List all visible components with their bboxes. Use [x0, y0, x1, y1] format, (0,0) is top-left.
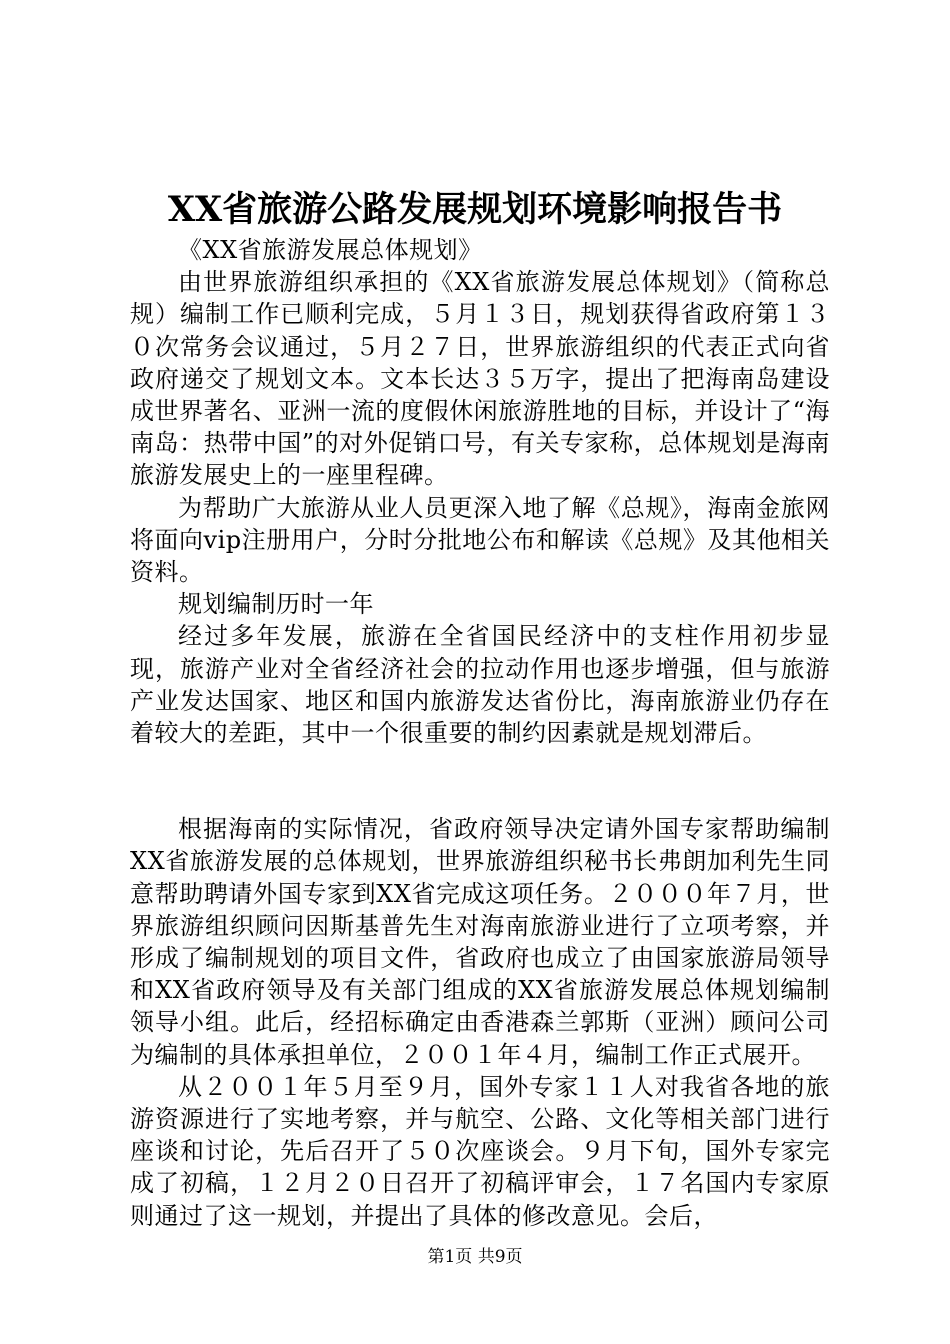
- paragraph-preparation: 根据海南的实际情况，省政府领导决定请外国专家帮助编制XX省旅游发展的总体规划，世界旅游组织秘书长弗朗加利先生同意帮助聘请外国专家到XX省完成这项任务。２０００年７月，世界旅游组织顾问因斯基普先生对海南旅游业进行了立项考察，并形成了编制规划的项目文件，省政府也成立了由国家旅游局领导和XX省政府领导及有关部门组成的XX省旅游发展总体规划编制领导小组。此后，经招标确定由香港森兰郭斯（亚洲）顾问公司为编制的具体承担单位，２００１年４月，编制工作正式展开。: [130, 815, 830, 1069]
- paragraph-intro: 由世界旅游组织承担的《XX省旅游发展总体规划》（简称总规）编制工作已顺利完成，５月１３日，规划获得省政府第１３０次常务会议通过，５月２７日，世界旅游组织的代表正式向省政府递交了规划文本。文本长达３５万字，提出了把海南岛建设成世界著名、亚洲一流的度假休闲旅游胜地的目标，并设计了“海南岛：热带中国”的对外促销口号，有关专家称，总体规划是海南旅游发展史上的一座里程碑。: [130, 268, 830, 490]
- page-number: 第1页 共9页: [427, 1247, 523, 1267]
- paragraph-fieldwork: 从２００１年５月至９月，国外专家１１人对我省各地的旅游资源进行了实地考察，并与航空、公路、文化等相关部门进行座谈和讨论，先后召开了５０次座谈会。９月下旬，国外专家完成了初稿，１２月２０日召开了初稿评审会，１７名国内专家原则通过了这一规划，并提出了具体的修改意见。会后，: [130, 1072, 830, 1230]
- paragraph-section-heading: 规划编制历时一年: [178, 590, 374, 619]
- paragraph-vip-notice: 为帮助广大旅游从业人员更深入地了解《总规》，海南金旅网将面向vip注册用户，分时分批地公布和解读《总规》及其他相关资料。: [130, 493, 830, 587]
- document-body: [130, 234, 830, 1232]
- paragraph-spacer: [130, 749, 830, 813]
- paragraph-plan-name: 《XX省旅游发展总体规划》: [178, 236, 483, 264]
- paragraph-background: 经过多年发展，旅游在全省国民经济中的支柱作用初步显现，旅游产业对全省经济社会的拉动作用也逐步增强，但与旅游产业发达国家、地区和国内旅游发达省份比，海南旅游业仍存在着较大的差距，其中一个很重要的制约因素就是规划滞后。: [130, 622, 830, 748]
- document-title: XX省旅游公路发展规划环境影响报告书: [167, 189, 783, 230]
